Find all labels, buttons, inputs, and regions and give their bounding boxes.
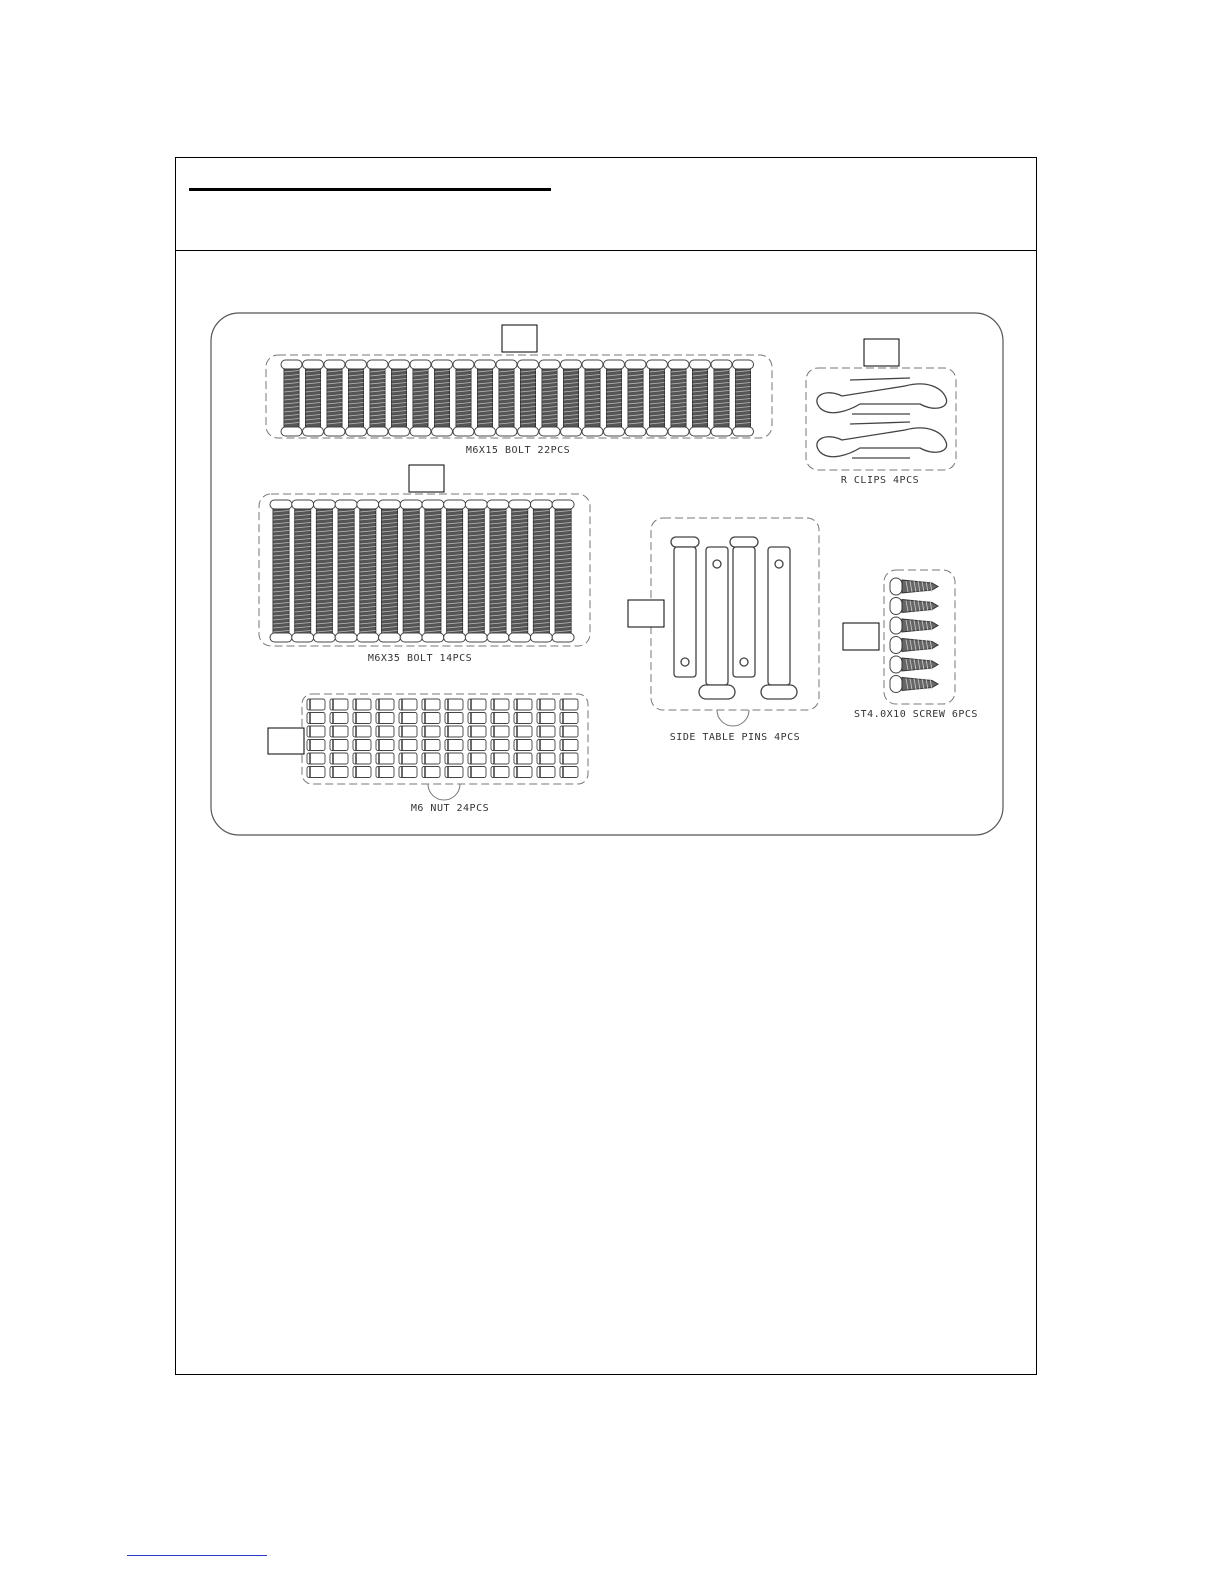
side-table-pins-drawing	[671, 537, 797, 699]
m6-nut-drawing	[307, 699, 578, 778]
r-clips-label: R CLIPS 4PCS	[840, 475, 920, 486]
callout-box-2	[864, 339, 899, 366]
st4-screw-label: ST4.0X10 SCREW 6PCS	[854, 709, 978, 720]
r-clips-drawing	[817, 378, 947, 458]
callout-box-6	[268, 728, 304, 754]
pins-group-notch	[717, 710, 749, 726]
callout-box-1	[502, 325, 537, 352]
m6x15-bolt-drawing	[281, 360, 754, 436]
m6x15-bolt-label: M6X15 BOLT 22PCS	[465, 445, 571, 456]
m6x35-bolt-drawing	[270, 500, 574, 642]
callout-box-3	[409, 465, 444, 492]
side-table-pins-label: SIDE TABLE PINS 4PCS	[669, 732, 801, 743]
st4-screw-drawing	[890, 578, 938, 693]
nut-group-notch	[428, 784, 460, 800]
callout-box-5	[843, 623, 879, 650]
r-clips-group	[806, 368, 956, 470]
m6x35-bolt-label: M6X35 BOLT 14PCS	[367, 653, 473, 664]
callout-box-4	[628, 600, 664, 627]
m6-nut-label: M6 NUT 24PCS	[410, 803, 490, 814]
